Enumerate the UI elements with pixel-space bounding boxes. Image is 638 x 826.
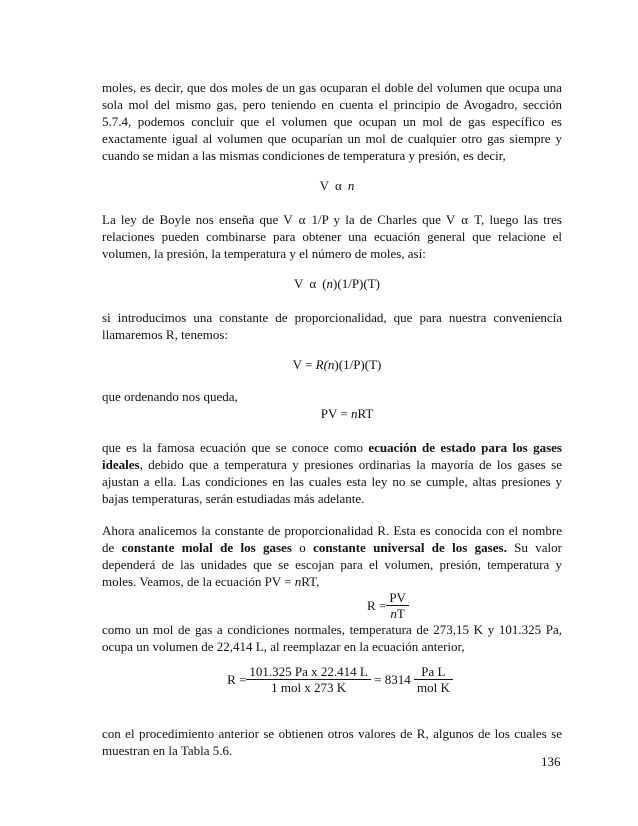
equation-r-fraction (102, 590, 562, 621)
paragraph-boyle-charles (102, 211, 562, 262)
eq6-result: = 8314 (370, 672, 414, 687)
eq4-n: n (350, 406, 358, 421)
p5-b: , debido que a temperatura y presiones ordinarias la mayoría de los gases se ajustan a ella. Las condiciones en las cuales esta ley no se cumple, altas presiones y bajas temperaturas, serán estudiadas más adelante. (102, 457, 562, 506)
p2-alpha1: α (298, 212, 306, 227)
page-number: 136 (541, 754, 561, 769)
eq6-denominator-units: mol K (416, 680, 450, 695)
p6-d: RT, (301, 574, 320, 589)
eq6-numerator-values: 101.325 Pa x 22.414 L (246, 664, 370, 680)
eq3-r: R( (315, 357, 328, 372)
eq2-alpha: α (309, 276, 317, 291)
p6-n: n (294, 574, 302, 589)
equation-v-equals-r (102, 356, 562, 373)
eq5-denominator (386, 606, 409, 621)
paragraph-ideal-gas-equation (102, 439, 562, 507)
paragraph-normal-conditions: como un mol de gas a condiciones normales, temperatura de 273,15 K y 101.325 Pa, ocupa un volumen de 22,414 L, al reemplazar en la ecuación anterior, (102, 622, 562, 654)
eq5-den-t: T (396, 606, 405, 621)
eq3-lhs: V = (292, 357, 316, 372)
eq5-den-n: n (390, 606, 397, 621)
eq2-rest-b: )(1/P)(T) (333, 276, 380, 291)
p2-alpha2: α (461, 212, 469, 227)
eq6-fraction-values (246, 664, 370, 695)
p5-a: que es la famosa ecuación que se conoce como (102, 440, 369, 455)
eq1-alpha: α (335, 178, 342, 193)
paragraph-ordering: que ordenando nos queda, (102, 389, 238, 404)
document-body (102, 79, 562, 759)
eq6-numerator-units: Pa L (414, 664, 453, 680)
equation-r-calculation (102, 664, 562, 695)
eq4-b: RT (357, 406, 374, 421)
p2-c: T, luego las tres relaciones pueden combinarse para obtener una ecuación general que relacione el volumen, la presión, la temperatura y el número de moles, así: (102, 212, 562, 261)
paragraph-universal-constant (102, 522, 562, 590)
equation-pv-nrt (102, 405, 562, 422)
eq5-numerator: PV (386, 590, 409, 606)
eq6-lhs: R = (227, 672, 247, 687)
eq6-fraction-units (414, 664, 453, 695)
equation-combined-proportionality (102, 275, 562, 292)
paragraph-table-reference: con el procedimiento anterior se obtienen otros valores de R, algunos de los cuales se muestran en la Tabla 5.6. (102, 726, 562, 758)
p6-bold1: constante molal de los gases (121, 540, 292, 555)
eq5-lhs: R = (367, 598, 387, 613)
eq2-v: V (294, 276, 304, 291)
eq2-n: n (326, 276, 334, 291)
eq2-rest-a: ( (322, 276, 327, 291)
paragraph-avogadro: moles, es decir, que dos moles de un gas ocuparan el doble del volumen que ocupa una sola mol del mismo gas, pero teniendo en cuenta el principio de Avogadro, sección 5.7.4, podemos concluir que el volumen que ocupan un mol de gas específico es exactamente igual al volumen que ocuparían un mol de cualquier otro gas siempre y cuando se midan a las mismas condiciones de temperatura y presión, es decir, (102, 80, 562, 163)
eq4-a: PV = (320, 406, 351, 421)
p6-b: o (291, 540, 314, 555)
equation-v-alpha-n (102, 177, 562, 194)
p6-c: Su valor dependerá de las unidades que se escojan para el volumen, presión, temperatura y moles. Veamos, de la ecuación PV = (102, 540, 562, 589)
eq3-n: n (327, 357, 335, 372)
eq1-v: V (319, 178, 330, 193)
p5-bold: ecuación de estado para los gases ideales (102, 440, 562, 472)
eq5-fraction (386, 590, 409, 621)
p2-a: La ley de Boyle nos enseña que V (102, 212, 293, 227)
eq1-n: n (347, 178, 355, 193)
eq6-denominator-values: 1 mol x 273 K (271, 680, 347, 695)
p6-a: Ahora analicemos la constante de proporcionalidad R. Esta es conocida con el nombre de (102, 523, 562, 555)
paragraph-constant: si introducimos una constante de proporcionalidad, que para nuestra conveniencia llamaremos R, tenemos: (102, 310, 562, 342)
p6-bold2: constante universal de los gases. (313, 540, 507, 555)
eq3-rest: )(1/P)(T) (334, 357, 382, 372)
p2-b: 1/P y la de Charles que V (311, 212, 456, 227)
